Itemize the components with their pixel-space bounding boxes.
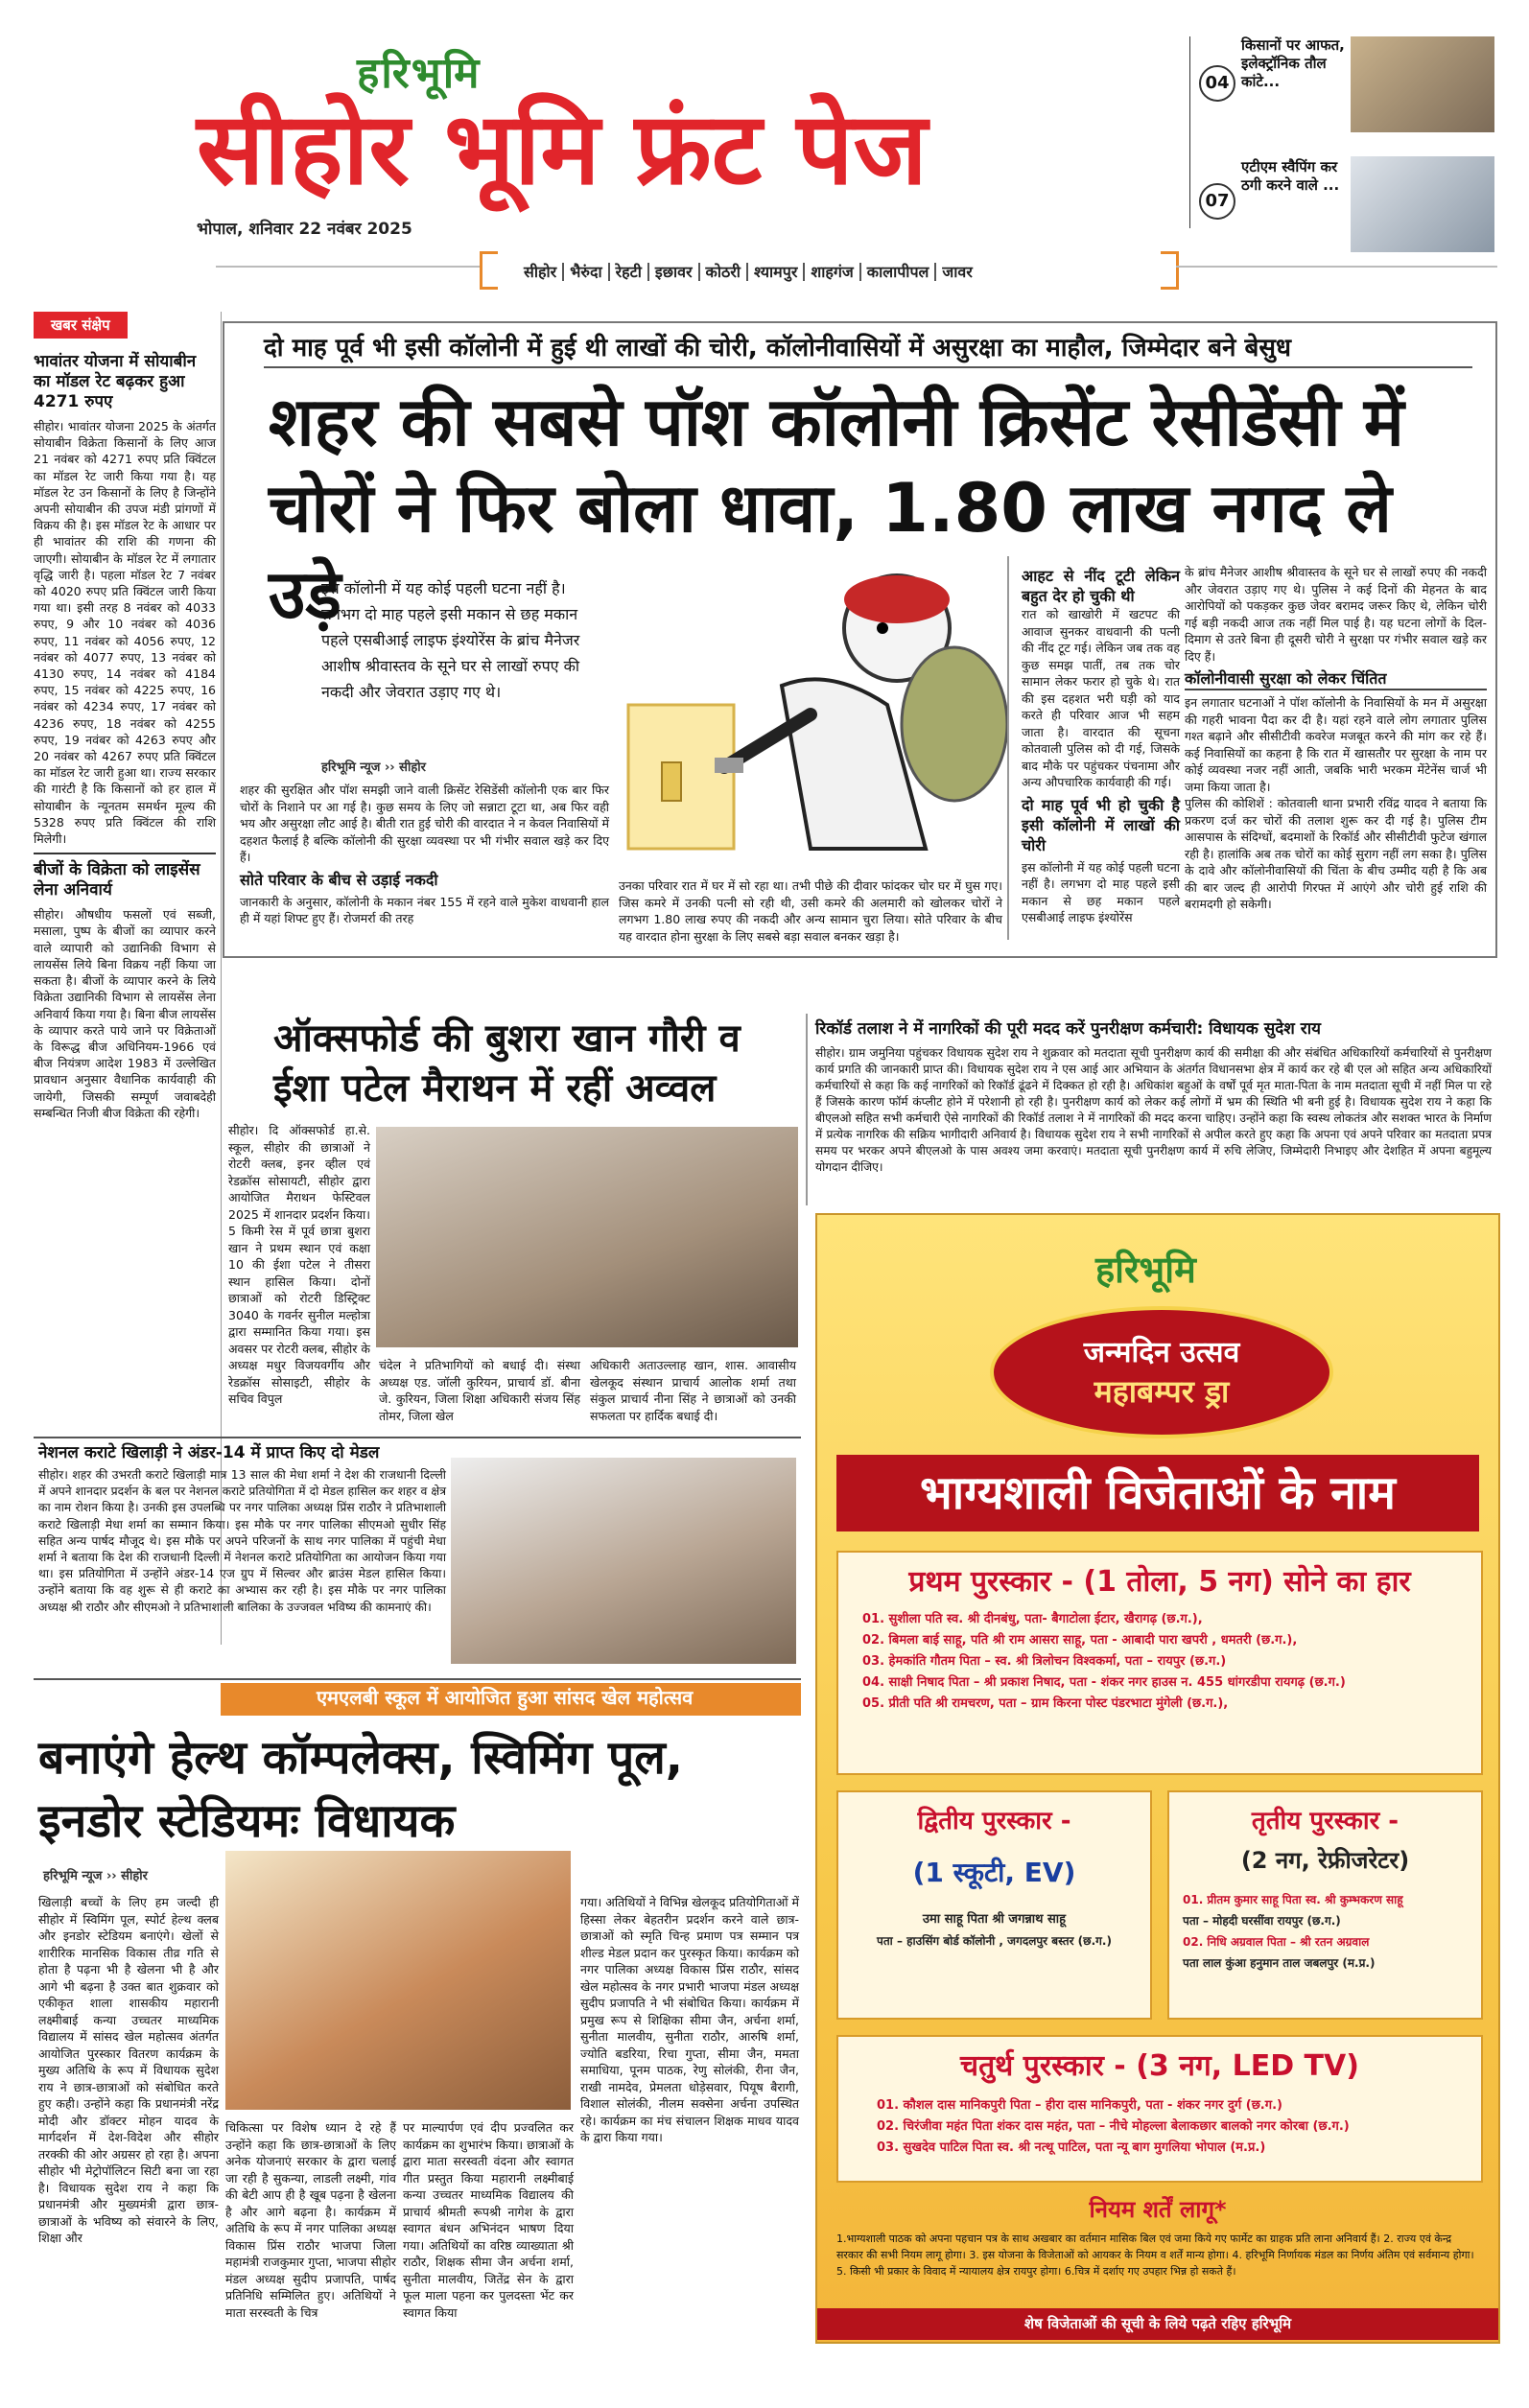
lead-intro: इस कॉलोनी में यह कोई पहली घटना नहीं है। लगभग दो माह पहले इसी मकान से छह मकान पहले एसबीआई लाइफ इंश्योरेंस के ब्रांच मैनेजर आशीष श्रीवास्तव के सूने घर से लाखों रुपए की नकदी और जेवरात उड़ाए गए थे। [321, 579, 580, 701]
terms-section [836, 2193, 1479, 2279]
sports-photo [225, 1851, 571, 2110]
divider [34, 1437, 801, 1438]
winner-line: 02. चिरंजीवा महंत पिता शंकर दास महंत, पता – नीचे मोहल्ला बेलाकछार बालको नगर कोरबा (छ.ग.) [877, 2119, 1350, 2134]
lead-headline: शहर की सबसे पॉश कॉलोनी क्रिसेंट रेसीडेंसी में चोरों ने फिर बोला धावा, 1.80 लाख नगद ले उड़े [269, 383, 1404, 634]
lead-column-1 [240, 782, 609, 927]
lead-subhead: सोते परिवार के बीच से उड़ाई नकदी [240, 870, 438, 889]
column-rule [806, 1014, 808, 1205]
teaser-number: 04 [1199, 65, 1235, 102]
lead-kicker: दो माह पूर्व भी इसी कॉलोनी में हुई थी लाखों की चोरी, कॉलोनीवासियों में असुरक्षा का माहौल, जिम्मेदार बने बेसुध [264, 334, 1291, 362]
fourth-prize-title: चतुर्थ पुरस्कार - (3 नग, LED TV) [960, 2049, 1359, 2083]
second-prize-box [836, 1790, 1152, 2020]
marathon-photo [376, 1127, 798, 1347]
sports-column-1: खिलाड़ी बच्चों के लिए हम जल्दी ही सीहोर में स्विमिंग पूल, स्पोर्ट हेल्थ क्लब और इनडोर स्टेडियम बनाएंगे। खेलों से शारीरिक मानसिक विकास तीव्र गति से होता है पढ़ना भी है खेलना भी है और आगे भी बढ़ना है उक्त बात शुक्रवार को एकीकृत शाला शासकीय महारानी लक्ष्मीबाई कन्या उच्चतर माध्यमिक विद्यालय में सांसद खेल महोत्सव अंतर्गत आयोजित पुरस्कार वितरण कार्यक्रम के मुख्य अतिथि के रूप में विधायक सुदेश राय ने छात्र-छात्राओं को संबोधित करते हुए कही। उन्होंने कहा कि प्रधानमंत्री नरेंद्र मोदी और डॉक्टर मोहन यादव के मार्गदर्शन में देश-विदेश और सीहोर तरक्की की ओर अग्रसर हो रहा है। अपना सीहोर भी मेट्रोपॉलिटन सिटी बना जा रहा है। विधायक सुदेश राय ने कहा कि प्रधानमंत्री और मुख्यमंत्री द्वारा छात्र-छात्राओं के भविष्य को संवारने के लिए, शिक्षा और [38, 1895, 219, 2245]
lead-subhead: दो माह पूर्व भी हो चुकी है इसी कॉलोनी में लाखों की चोरी [1022, 795, 1180, 854]
sports-headline: बनाएंगे हेल्थ कॉम्पलेक्स, स्विमिंग पूल, इनडोर स्टेडियमः विधायक [38, 1731, 684, 1848]
lead-paragraph: पुलिस की कोशिशें : कोतवाली थाना प्रभारी रविंद्र यादव ने बताया कि प्रकरण दर्ज कर चोरों की तलाश शुरू कर दी गई है। पुलिस टीम आसपास के संदिग्धों, बदमाशों के रिकॉर्ड और सीसीटीवी फुटेज खंगाल रही है। हालांकि अब तक चोरों का कोई सुराग नहीं लग सका है। पुलिस के दावे और कॉलोनीवासियों की चिंता के बीच उम्मीद यही है कि अब की बार जल्द ही आरोपी गिरफ्त में आएंगे और चोरी हुई राशि की बरामदगी हो सकेगी। [1185, 796, 1487, 911]
citybar-rule [1176, 266, 1497, 268]
sports-byline: हरिभूमि न्यूज ›› सीहोर [43, 1869, 148, 1883]
third-prize-box [1167, 1790, 1483, 2020]
winner-line: 02. निधि अग्रवाल पिता – श्री रतन अग्रवाल [1183, 1935, 1370, 1949]
teaser-number: 07 [1199, 183, 1235, 220]
dateline: भोपाल, शनिवार 22 नवंबर 2025 [197, 220, 412, 239]
winner-line: पता – मोहदी घरसींवा रायपुर (छ.ग.) [1183, 1914, 1341, 1928]
column-rule [1007, 556, 1009, 940]
lead-paragraph: शहर की सुरक्षित और पॉश समझी जाने वाली क्रिसेंट रेसिडेंसी कॉलोनी एक बार फिर चोरों के निशाने पर आ गई है। कुछ समय के लिए जो सन्नाटा टूटा था, अब फिर वही भय और असुरक्षा लौट आई है। बीती रात हुई चोरी की वारदात ने न केवल निवासियों में दहशत फैलाई है बल्कि कॉलोनी की सुरक्षा व्यवस्था पर भी गंभीर सवाल खड़े कर दिए हैं। [240, 783, 609, 864]
winner-line: 04. साक्षी निषाद पिता – श्री प्रकाश निषाद, पता - शंकर नगर हाउस न. 455 धांगरडीपा रायगढ़ (छ.ग.) [862, 1675, 1346, 1690]
teaser-04[interactable] [1199, 36, 1487, 123]
sports-column-4: गया। अतिथियों ने विभिन्न खेलकूद प्रतियोगिताओं में हिस्सा लेकर बेहतरीन प्रदर्शन करने वाले छात्र-छात्राओं को स्मृति चिन्ह प्रमाण पत्र सम्मान पत्र शील्ड मेडल प्रदान कर पुरस्कृत किया। कार्यक्रम को नगर पालिका अध्यक्ष विकास प्रिंस राठौर, सांसद खेल महोत्सव के नगर प्रभारी भाजपा मंडल अध्यक्ष सुदीप प्रजापति ने भी संबोधित किया। कार्यक्रम में प्रमुख रूप से शिक्षिका सीमा जैन, अर्चना शर्मा, सुनीता मालवीय, सुनीता राठौर, आरुषि शर्मा, ज्योति बडरिया, रिचा गुप्ता, सीमा जैन, ममता समाधिया, पूनम पाठक, रेणु सोलंकी, रीना जैन, राखी नामदेव, प्रेमलता धोड़ेसवार, पियूष बैरागी, विशाल सोलंकी, नीलम सक्सेना अर्चना उपस्थित रहे। कार्यक्रम का मंच संचालन शिक्षक माधव यादव के द्वारा किया गया। [580, 1895, 799, 2144]
teaser-text: एटीएम स्वैपिंग कर ठगी करने वाले ... [1241, 158, 1340, 194]
brief-body: सीहोर। भावांतर योजना 2025 के अंतर्गत सोयाबीन विक्रेता किसानों के लिए आज 21 नवंबर को 4271 रुपए प्रति क्विंटल का मॉडल रेट जारी किया गया है। यह मॉडल रेट उन किसानों के लिए है जिन्होंने अपनी सोयाबीन की उपज मंडी प्रांगणों में विक्रय की है। इस मॉडल रेट के आधार पर ही भावांतर की राशि की गणना की जाएगी। सोयाबीन के मॉडल रेट में लगातार वृद्धि जारी है। पहला मॉडल रेट 7 नवंबर को 4020 रुपए प्रति क्विंटल जारी किया गया था। इसी तरह 8 नवंबर को 4033 रुपए, 9 और 10 नवंबर को 4036 रुपए, 11 नवंबर को 4056 रुपए, 12 नवंबर को 4077 रुपए, 13 नवंबर को 4130 रुपए, 14 नवंबर को 4184 रुपए, 15 नवंबर को 4225 रुपए, 16 नवंबर को 4234 रुपए, 17 नवंबर को 4236 रुपए, 18 नवंबर को 4255 रुपए, 19 नवंबर को 4263 रुपए और 20 नवंबर को 4267 रुपए प्रति क्विंटल का मॉडल रेट जारी हुआ था। राज्य सरकार की गारंटी है कि किसानों को हर हाल में सोयाबीन के न्यूनतम समर्थन मूल्य की 5328 रुपए प्रति क्विंटल की राशि मिलेगी। [34, 419, 216, 847]
lead-byline: हरिभूमि न्यूज ›› सीहोर [321, 760, 426, 775]
divider [34, 1678, 801, 1680]
fourth-prize-winners [877, 2095, 1481, 2159]
brand-logo: हरिभूमि [357, 49, 482, 98]
brief-headline: बीजों के विक्रेता को लाइसेंस लेना अनिवार्य [34, 860, 200, 900]
lead-subhead: कॉलोनीवासी सुरक्षा को लेकर चिंतित [1185, 668, 1487, 690]
second-winner-addr: पता – हाउसिंग बोर्ड कॉलोनी , जगदलपुर बस्तर (छ.ग.) [877, 1934, 1112, 1948]
winner-line: 01. कौशल दास मानिकपुरी पिता – हीरा दास मानिकपुरी, पता - शंकर नगर दुर्ग (छ.ग.) [877, 2098, 1282, 2113]
city-nav [518, 261, 978, 282]
city-link[interactable]: इछावर [649, 263, 700, 281]
winner-line: 01. सुशीला पति स्व. श्री दीनबंधु, पता- बैगाटोला ईटार, खैरागढ़ (छ.ग.), [862, 1612, 1203, 1626]
teaser-photo [1351, 156, 1494, 252]
third-prize-winners [1183, 1889, 1481, 1974]
ad-footer: शेष विजेताओं की सूची के लिये पढ़ते रहिए हरिभूमि [817, 2308, 1498, 2340]
city-link[interactable]: भैरुंदा [564, 263, 609, 281]
city-link[interactable]: सीहोर [518, 263, 564, 281]
third-prize-item: (2 नग, रेफ्रीजरेटर) [1240, 1847, 1410, 1874]
karate-body: सीहोर। शहर की उभरती कराटे खिलाड़ी मात्र 13 साल की मेधा शर्मा ने देश की राजधानी दिल्ली में अपने शानदार प्रदर्शन के बल पर नेशनल कराटे प्रतियोगिता में दो मेडल हासिल कर शहर व क्षेत्र का नाम रोशन किया है। उनकी इस उपलब्धि पर नगर पालिका अध्यक्ष प्रिंस राठौर ने प्रतिभाशाली कराटे खिलाड़ी मेधा शर्मा का सम्मान किया। इस मौके पर नगर पालिका सीएमओ सुधीर सिंह सहित अन्य पार्षद मौजूद थे। इस मौके पर अपने परिजनों के साथ नगर पालिका में पहुंची मेधा शर्मा ने बताया कि देश की राजधानी दिल्ली में नेशनल कराटे प्रतियोगिता का आयोजन किया गया था। इस प्रतियोगिता में उन्होंने अंडर-14 एज ग्रुप में सिल्वर और ब्राउंस मेडल हासिल किया। उन्होंने बताया कि वह शुरू से ही कराटे का अभ्यास कर रही है। इस मौके पर नगर पालिका अध्यक्ष श्री राठौर और सीएमओ ने प्रतिभाशाली बालिका के उज्जवल भविष्य की कामनाएं की। [38, 1468, 446, 1614]
marathon-headline: ऑक्सफोर्ड की बुशरा खान गौरी व ईशा पटेल मैराथन में रहीं अव्वल [273, 1017, 741, 1110]
city-link[interactable]: शाहगंज [805, 263, 860, 281]
citybar-bracket-right [1161, 251, 1179, 290]
ad-event-badge [990, 1306, 1333, 1438]
winner-line: 05. प्रीती पति श्री रामचरण, पता – ग्राम किरना पोस्ट पंडरभाटा मुंगेली (छ.ग.), [862, 1696, 1229, 1711]
ad-brand: हरिभूमि [1095, 1249, 1196, 1291]
marathon-column-1: सीहोर। दि ऑक्सफोर्ड हा.से. स्कूल, सीहोर की छात्राओं ने रोटरी क्लब, इनर व्हील एवं रेडक्रॉस सोसायटी, सीहोर द्वारा आयोजित मैराथन फेस्टिवल 2025 में शानदार प्रदर्शन किया। 5 किमी रेस में पूर्व छात्रा बुशरा खान ने प्रथम स्थान एवं कक्षा 10 की ईशा पटेल ने तीसरा स्थान हासिल किया। दोनों छात्राओं को रोटरी डिस्ट्रिक्ट 3040 के गवर्नर सुनील मल्होत्रा द्वारा सम्मानित किया गया। इस अवसर पर रोटरी क्लब, सीहोर के अध्यक्ष मधुर विजयवर्गीय और रेडक्रॉस सोसाइटी, सीहोर के सचिव विपुल [228, 1123, 370, 1406]
thief-cartoon [609, 561, 1012, 868]
lead-column-2: उनका परिवार रात में घर में सो रहा था। तभी पीछे की दीवार फांदकर चोर घर में घुस गए। जिस कमरे में उनकी पत्नी सो रही थी, उसी कमरे की अलमारी को खोलकर चोरों ने लगभग 1.80 लाख रुपए की नकदी और अन्य सामान चुरा लिया। सोते परिवार के बीच यह वारदात होना सुरक्षा के लिए सबसे बड़ा सवाल बनकर खड़ा है। [619, 878, 1002, 944]
lead-subhead: आहट से नींद टूटी लेकिन बहुत देर हो चुकी थी [1022, 567, 1180, 605]
lead-column-4 [1185, 564, 1487, 913]
divider [34, 853, 216, 854]
terms-title: नियम शर्तें लागू* [1089, 2196, 1227, 2223]
citybar-rule [216, 266, 480, 268]
second-prize-item: (1 स्कूटी, EV) [912, 1857, 1076, 1888]
winner-line: 03. सुखदेव पाटिल पिता स्व. श्री नत्थू पाटिल, पता न्यू बाग मुगलिया भोपाल (म.प्र.) [877, 2140, 1266, 2155]
teaser-photo [1351, 36, 1494, 132]
second-prize-title: द्वितीय पुरस्कार - [917, 1807, 1071, 1835]
page-title: सीहोर भूमि फ्रंट पेज [197, 89, 928, 207]
sports-column-2: चिकित्सा पर विशेष ध्यान दे रहे हैं उन्होंने कहा कि छात्र-छात्राओं के लिए अनेक योजनाएं सरकार के द्वारा चलाई जा रही है सुकन्या, लाडली लक्ष्मी, गांव की बेटी आप ही है खूब पढ़ना है खेलना है और आगे बढ़ना है। कार्यक्रम में अतिथि के रूप में नगर पालिका अध्यक्ष विकास प्रिंस राठौर भाजपा जिला महामंत्री राजकुमार गुप्ता, भाजपा सीहोर मंडल अध्यक्ष सुदीप प्रजापति, पार्षद प्रतिनिधि सम्मिलित हुए। अतिथियों ने माता सरस्वती के चित्र [225, 2120, 396, 2320]
ad-banner: भाग्यशाली विजेताओं के नाम [836, 1455, 1479, 1531]
brief-headline: भावांतर योजना में सोयाबीन का मॉडल रेट बढ़कर हुआ 4271 रुपए [34, 352, 197, 411]
marathon-column-3: अधिकारी अताउल्लाह खान, शास. आवासीय खेलकूद संस्थान प्राचार्य आलोक शर्मा तथा संकुल प्राचार्य नीना सिंह ने छात्राओं को उनकी सफलता पर हार्दिक बधाई दी। [590, 1358, 796, 1423]
winner-line: 02. बिमला बाई साहू, पति श्री राम आसरा साहू, पता - आबादी पारा खपरी , धमतरी (छ.ग.), [862, 1633, 1298, 1648]
lucky-draw-advertisement [815, 1213, 1500, 2344]
ad-event-line1: जन्मदिन उत्सव [1083, 1336, 1240, 1369]
first-prize-box [836, 1551, 1483, 1775]
lead-paragraph: के ब्रांच मैनेजर आशीष श्रीवास्तव के सूने घर से लाखों रुपए की नकदी और जेवरात उड़ाए गए थे। पुलिस ने कई दिनों की मेहनत के बाद आरोपियों को पकड़कर कुछ जेवर बरामद जरूर किए थे, लेकिन चोरी गई बड़ी नकदी आज तक नहीं मिल पाई है। यह घटना लोगों के दिल-दिमाग से उतरे बिना ही दूसरी चोरी ने सुरक्षा पर गंभीर सवाल खड़े कर दिए हैं। [1185, 565, 1487, 664]
third-prize-title: तृतीय पुरस्कार - [1251, 1807, 1400, 1835]
city-link[interactable]: रेहटी [610, 263, 649, 281]
teaser-07[interactable] [1199, 158, 1487, 245]
second-winner-name: उमा साहू पिता श्री जगन्नाथ साहू [922, 1912, 1067, 1927]
winner-line: 03. हेमकांति गौतम पिता – स्व. श्री त्रिलोचन विश्वकर्मा, पता – रायपुर (छ.ग.) [862, 1654, 1227, 1669]
lead-column-3 [1022, 566, 1180, 926]
news-brief-sidebar [34, 312, 216, 1121]
lead-paragraph: इन लगातार घटनाओं ने पॉश कॉलोनी के निवासियों के मन में असुरक्षा की गहरी भावना पैदा कर दी है। यहां रहने वाले लोग लगातार पुलिस गश्त बढ़ाने और सीसीटीवी कवरेज मजबूत करने की मांग कर रहे हैं। कई निवासियों का कहना है कि रात में खासतौर पर सुरक्षा के नाम पर कोई व्यवस्था नजर नहीं आती, जबकि भारी भरकम मेंटेनेंस चार्ज भी जमा किया जाता है। [1185, 695, 1487, 794]
first-prize-title: प्रथम पुरस्कार - (1 तोला, 5 नग) सोने का हार [908, 1565, 1411, 1599]
city-link[interactable]: कोठरी [700, 263, 748, 281]
terms-body: 1.भाग्यशाली पाठक को अपना पहचान पत्र के साथ अखबार का वर्तमान मासिक बिल एवं जमा किये गए फार्मेट का ग्राहक प्रति लाना अनिवार्य हैं। 2. राज्य एवं केन्द्र सरकार की सभी नियम लागू होगा। 3. इस योजना के विजेताओं को आयकर के नियम व शर्तें मान्य होगा। 4. हरिभूमि निर्णायक मंडल का निर्णय अंतिम एवं सर्वमान्य होगा। 5. किसी भी प्रकार के विवाद में न्यायालय क्षेत्र रायपुर होगा। 6.चित्र में दर्शाए गए उपहार भिन्न हो सकते हैं। [836, 2233, 1474, 2278]
city-link[interactable]: श्यामपुर [748, 263, 805, 281]
citybar-bracket-left [480, 251, 498, 290]
winner-line: 01. प्रीतम कुमार साहू पिता स्व. श्री कुम्भकरण साहू [1183, 1893, 1403, 1906]
city-link[interactable]: जावर [942, 263, 973, 281]
lead-paragraph: इस कॉलोनी में यह कोई पहली घटना नहीं है। लगभग दो माह पहले इसी मकान से छह मकान पहले एसबीआई लाइफ इंश्योरेंस [1022, 859, 1180, 924]
brief-body: सीहोर। औषधीय फसलों एवं सब्जी, मसाला, पुष्प के बीजों का व्यापार करने वाले व्यापारी को उद्यानिकी विभाग से लायसेंस लिये बिना विक्रय नहीं किया जा सकता है। बीजों के व्यापार करने के लिये विक्रेता उद्यानिकी विभाग से लायसेंस लेना अनिवार्य किया गया है। बिना बीज लायसेंस के व्यापार करते पाये जाने पर विक्रेताओं के विरूद्ध बीज अधिनियम-1966 एवं बीज नियंत्रण आदेश 1983 में उल्लेखित प्रावधान अनुसार वैधानिक कार्यवाही की जायेगी, जिसकी सम्पूर्ण जवाबदेही सम्बन्धित निजी बीज विक्रेता की रहेगी। [34, 907, 216, 1120]
teaser-divider [1189, 36, 1190, 228]
section-tag: खबर संक्षेप [34, 312, 128, 339]
survey-body: सीहोर। ग्राम जमुनिया पहुंचकर विधायक सुदेश राय ने शुक्रवार को मतदाता सूची पुनरीक्षण कार्य की समीक्षा की और संबंधित अधिकारियों कर्मचारियों से पुनरीक्षण कार्य प्रगति की जानकारी प्राप्त की। विधायक सुदेश राय ने एस आई आर अभियान के अंतर्गत विधानसभा क्षेत्र में कार्य कर रहे बी एल ओ सहित अन्य अधिकारियों कर्मचारियों से कहा कि कई नागरिकों को रिकॉर्ड ढूंढने में दिक्कत हो रही है। अधिकांश बहुओं के वर्षों पूर्व मृत माता-पिता के नाम मतदाता सूची में नहीं मिल पा रहे हैं जिसके कारण फॉर्म कंप्लीट होने में परेशानी हो रही है। पुनरीक्षण कार्य को लेकर कई लोगों में भ्रम की स्थिति भी बनी हुई है। विधायक सुदेश राय ने कहा कि बीएलओ सहित सभी कर्मचारी ऐसे नागरिकों की रिकॉर्ड तलाश ने में नागरिकों की मदद करना चाहिए। उन्होंने कहा कि स्वस्थ लोकतंत्र और सशक्त भारत के निर्माण में प्रत्येक नागरिक की सक्रिय भागीदारी अनिवार्य है। विधायक सुदेश राय ने सभी नागरिकों से अपील करते हुए कहा कि अपना एवं अपने परिवार का मतदाता प्रपत्र समय पर भरकर अपने बीएलओ के पास अवश्य जमा करवाएं। मतदाता सूची पुनरीक्षण कार्य में रुचि लेजिए, जिम्मेदारी निभाइए और देशहित में अपना बहुमूल्य योगदान दीजिए। [815, 1046, 1492, 1174]
fourth-prize-box [836, 2035, 1483, 2183]
city-link[interactable]: कालापीपल [861, 263, 937, 281]
lead-paragraph: जानकारी के अनुसार, कॉलोनी के मकान नंबर 155 में रहने वाले मुकेश वाधवानी हाल ही में यहां शिफ्ट हुए हैं। रोजमर्रा की तरह [240, 894, 609, 925]
first-prize-winners [862, 1609, 1481, 1715]
lead-paragraph: रात को खाखोरी में खटपट की आवाज सुनकर वाधवानी की पत्नी की नींद टूट गई। लेकिन जब तक वह कुछ समझ पातीं, तब तक चोर सामान लेकर फरार हो चुके थे। रात की इस दहशत भरी घड़ी को याद करते ही परिवार आज भी सहम जाता है। वारदात की सूचना कोतवाली पुलिस को दी गई, जिसके बाद मौके पर पहुंचकर पंचनामा और अन्य औपचारिक कार्यवाही की गई। [1022, 607, 1180, 789]
teaser-text: किसानों पर आफत, इलेक्ट्रॉनिक तौल कांटे... [1241, 36, 1345, 90]
ad-event-line2: महाबम्पर ड्रा [1094, 1373, 1230, 1410]
survey-headline: रिकॉर्ड तलाश ने में नागरिकों की पूरी मदद करें पुनरीक्षण कर्मचारी: विधायक सुदेश राय [815, 1019, 1321, 1039]
kicker-rule [264, 366, 1472, 368]
karate-photo [451, 1458, 796, 1664]
sports-column-3: पर माल्यार्पण एवं दीप प्रज्वलित कर कार्यक्रम का शुभारंभ किया। छात्राओं के द्वारा माता सरस्वती वंदना और स्वागत गीत प्रस्तुत किया महारानी लक्ष्मीबाई कन्या उच्चतर माध्यमिक विद्यालय की प्राचार्य श्रीमती रूपश्री नागेश के द्वारा स्वागत बंधन अभिनंदन भाषण दिया गया। अतिथियों का वरिष्ठ व्याख्याता श्री राठौर, शिक्षक सीमा जैन अर्चना शर्मा, सुनीता मालवीय, जितेंद्र सेन के द्वारा फूल माला पहना कर पुलदस्ता भेंट कर स्वागत किया [403, 2120, 574, 2320]
winner-line: पता लाल कुंआ हनुमान ताल जबलपुर (म.प्र.) [1183, 1956, 1376, 1970]
marathon-column-2: चंदेल ने प्रतिभागियों को बधाई दी। संस्था अध्यक्ष एड. जॉली कुरियन, प्राचार्य डॉ. बीना जे. कुरियन, जिला शिक्षा अधिकारी संजय सिंह तोमर, जिला खेल [379, 1358, 580, 1423]
karate-headline: नेशनल कराटे खिलाड़ी ने अंडर-14 में प्राप्त किए दो मेडल [38, 1443, 380, 1462]
sports-kicker: एमएलबी स्कूल में आयोजित हुआ सांसद खेल महोत्सव [317, 1686, 694, 1709]
